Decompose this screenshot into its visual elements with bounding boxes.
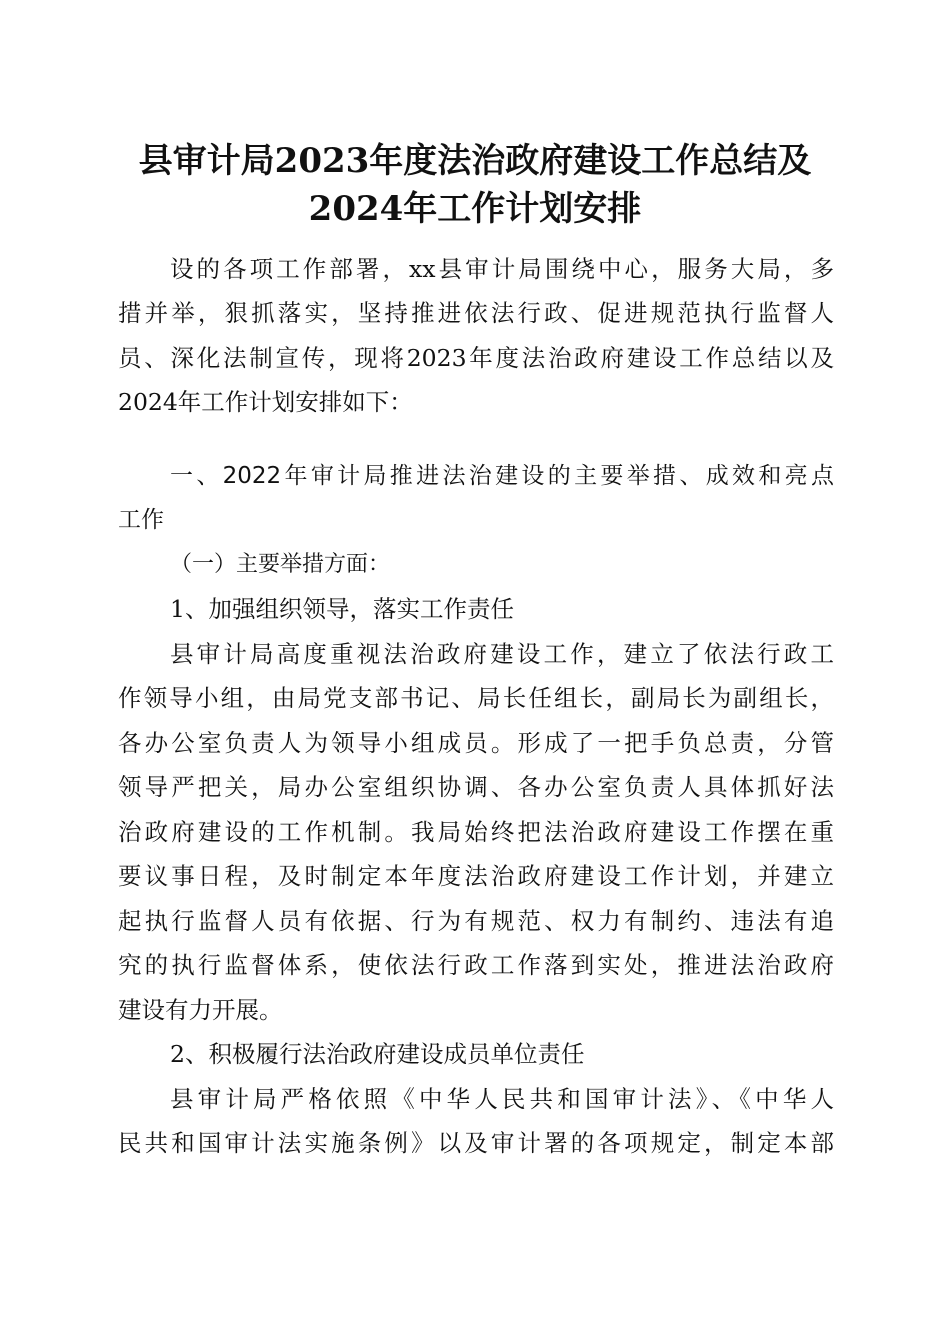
item-1-body-line: 究的执行监督体系，使依法行政工作落到实处，推进法治政府 [118, 951, 834, 979]
document-title-line-2: 2024年工作计划安排 [308, 189, 642, 229]
document-title-line-1: 县审计局2023年度法治政府建设工作总结及 [138, 141, 812, 181]
intro-paragraph-line: 员、深化法制宣传，现将2023年度法治政府建设工作总结以及 [118, 344, 834, 372]
intro-paragraph-line: 2024年工作计划安排如下： [118, 388, 413, 416]
item-1-body-line: 县审计局高度重视法治政府建设工作，建立了依法行政工 [170, 640, 834, 668]
item-1-body-line: 领导严把关，局办公室组织协调、各办公室负责人具体抓好法 [118, 773, 834, 801]
item-1-body-line: 各办公室负责人为领导小组成员。形成了一把手负总责，分管 [118, 729, 834, 757]
item-2-body-line: 县审计局严格依照《中华人民共和国审计法》、《中华人 [170, 1085, 834, 1113]
intro-paragraph-line: 措并举，狠抓落实，坚持推进依法行政、促进规范执行监督人 [118, 299, 834, 327]
item-2-heading: 2、积极履行法治政府建设成员单位责任 [170, 1040, 585, 1068]
item-2-body-line: 民共和国审计法实施条例》以及审计署的各项规定，制定本部 [118, 1129, 834, 1157]
item-1-body-line: 建设有力开展。 [118, 996, 283, 1024]
section-1-heading-line: 工作 [118, 507, 164, 533]
section-1-heading-line: 一、2022年审计局推进法治建设的主要举措、成效和亮点 [170, 463, 834, 489]
item-1-body-line: 治政府建设的工作机制。我局始终把法治政府建设工作摆在重 [118, 818, 834, 846]
subsection-1-heading: （一）主要举措方面： [170, 552, 391, 577]
item-1-body-line: 起执行监督人员有依据、行为有规范、权力有制约、违法有追 [118, 907, 834, 935]
item-1-body-line: 作领导小组，由局党支部书记、局长任组长，副局长为副组长， [118, 684, 834, 712]
item-1-heading: 1、加强组织领导，落实工作责任 [170, 595, 514, 623]
item-1-body-line: 要议事日程，及时制定本年度法治政府建设工作计划，并建立 [118, 862, 834, 890]
intro-paragraph-line: 设的各项工作部署，xx县审计局围绕中心，服务大局，多 [170, 255, 834, 283]
